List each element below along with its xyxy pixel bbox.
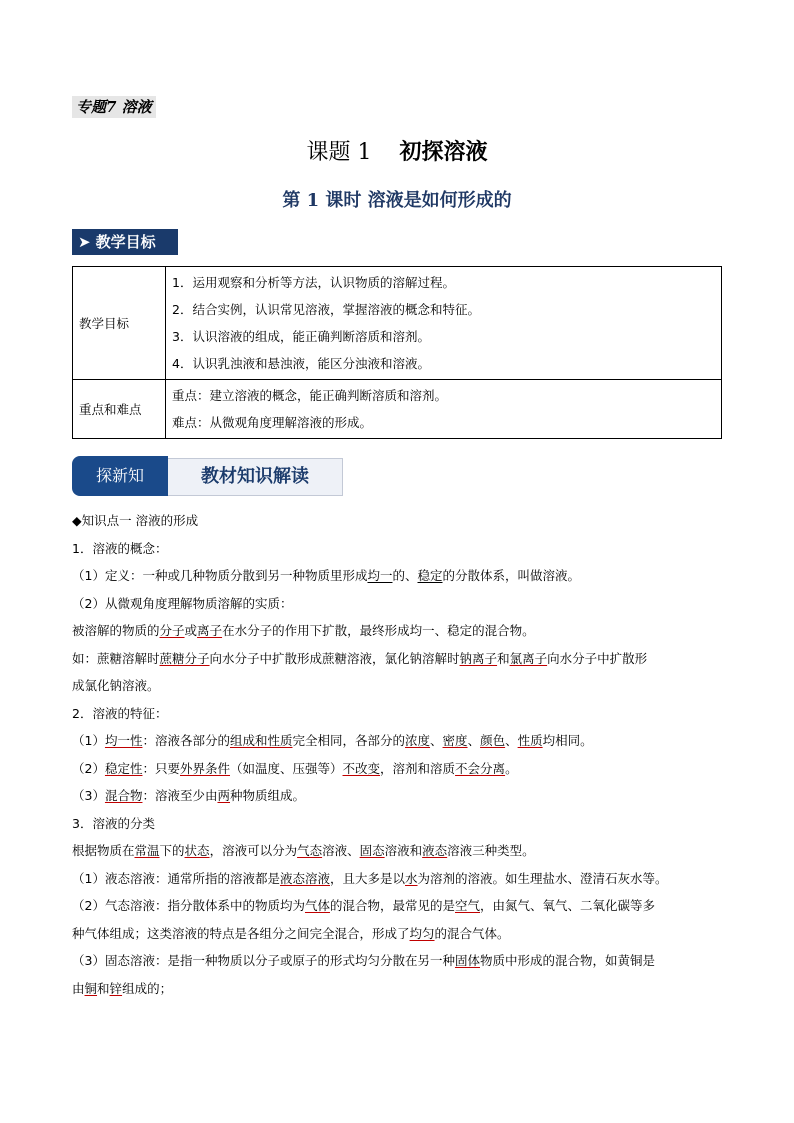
text: 种气体组成；这类溶液的特点是各组分之间完全混合，形成了 — [72, 925, 410, 941]
teaching-goals-banner — [72, 229, 178, 255]
feature-3 — [72, 782, 727, 810]
keyword: 空气 — [455, 898, 481, 913]
text: （1） — [72, 733, 105, 748]
text: 、 — [467, 733, 481, 748]
text: 溶液三种类型。 — [447, 843, 535, 858]
text: ：溶液至少由 — [142, 788, 218, 803]
feature-2 — [72, 755, 727, 783]
goal-item: 4．认识乳浊液和悬浊液，能区分浊液和溶液。 — [172, 356, 430, 371]
keyword: 密度 — [442, 733, 468, 748]
text: 物质中形成的混合物，如黄铜是 — [479, 953, 655, 968]
text: 的混合物，最常见的是 — [329, 898, 455, 913]
section-banner — [72, 456, 342, 496]
text: ：溶液各部分的 — [142, 733, 230, 748]
text: 完全相同，各部分的 — [292, 733, 406, 748]
keyword: 稳定 — [417, 568, 443, 583]
keyword: 液态溶液 — [279, 870, 330, 886]
banner-label: 教学目标 — [95, 233, 156, 251]
section-banner-left: 探新知 — [72, 456, 168, 496]
text: 或 — [184, 623, 198, 638]
keyword: 锌 — [109, 980, 123, 996]
text: 被溶解的物质的 — [72, 623, 160, 638]
micro-line — [72, 617, 727, 645]
gas-solution-line — [72, 892, 727, 947]
heading-classification: 3．溶液的分类 — [72, 815, 155, 831]
focus-row — [73, 380, 722, 439]
title-main: 初探溶液 — [399, 139, 488, 165]
text: 下的 — [159, 843, 185, 858]
keyword: 分子 — [159, 623, 185, 638]
arrow-right-icon: ➤ — [78, 233, 91, 251]
focus-row-content — [166, 380, 722, 439]
text: 、 — [430, 733, 443, 748]
keyword: 不改变 — [342, 760, 381, 776]
goal-item: 1．运用观察和分析等方法，认识物质的溶解过程。 — [172, 275, 455, 290]
keyword: 离子 — [197, 623, 223, 638]
text: （1）液态溶液：通常所指的溶液都是 — [72, 870, 280, 886]
keyword: 状态 — [184, 843, 210, 858]
text: ：只要 — [142, 760, 180, 776]
keyword: 固体 — [454, 953, 480, 968]
text: 成氯化钠溶液。 — [72, 678, 160, 693]
text: 如：蔗糖溶解时 — [72, 650, 160, 666]
solid-solution-line — [72, 947, 727, 1002]
text: 的、 — [392, 568, 418, 583]
text: ，且大多是以 — [329, 870, 405, 886]
goals-table — [72, 266, 722, 439]
keyword: 不会分离 — [455, 760, 506, 776]
page-title — [0, 135, 794, 166]
keyword: 气体 — [304, 898, 330, 913]
text: 均相同。 — [542, 733, 593, 748]
goal-item: 2．结合实例，认识常见溶液，掌握溶液的概念和特征。 — [172, 302, 480, 317]
keyword: 气态 — [297, 843, 323, 858]
text: 和 — [97, 980, 110, 996]
text: 向水分子中扩散形成蔗糖溶液，氯化钠溶解时 — [209, 650, 460, 666]
text: （如温度、压强等） — [230, 760, 343, 776]
keyword: 性质 — [517, 733, 543, 748]
keyword: 水 — [405, 870, 418, 886]
keyword: 均一性 — [104, 733, 143, 748]
text: 、 — [505, 733, 518, 748]
keyword: 钠离子 — [459, 650, 498, 666]
section-banner-right: 教材知识解读 — [168, 458, 343, 496]
micro-title: （2）从微观角度理解物质溶解的实质： — [72, 595, 293, 611]
classification-line — [72, 837, 727, 865]
keyword: 浓度 — [405, 733, 431, 748]
text: （2） — [72, 760, 105, 776]
keyword: 铜 — [84, 980, 98, 996]
text: 组成的； — [122, 980, 173, 996]
keyword: 外界条件 — [179, 760, 230, 776]
text: ，由氮气、氧气、二氧化碳等多 — [480, 898, 656, 913]
keyword: 氯离子 — [509, 650, 548, 666]
text: ，溶剂和溶质 — [380, 760, 456, 776]
text: （2）气态溶液：指分散体系中的物质均为 — [72, 898, 305, 913]
text: （1）定义：一种或几种物质分散到另一种物质里形成 — [72, 568, 368, 583]
chapter-tag: 专题7 溶液 — [72, 96, 156, 118]
feature-1 — [72, 727, 727, 755]
text: （3）固态溶液：是指一种物质以分子或原子的形式均匀分散在另一种 — [72, 953, 455, 968]
focus-item: 重点：建立溶液的概念，能正确判断溶质和溶剂。 — [172, 388, 448, 403]
text: 根据物质在 — [72, 843, 135, 858]
keyword: 固态 — [359, 843, 385, 858]
text: （3） — [72, 788, 105, 803]
goals-row — [73, 267, 722, 380]
text: 的混合气体。 — [434, 925, 510, 941]
text: 溶液和 — [384, 843, 423, 858]
text: 和 — [497, 650, 510, 666]
text: 溶液、 — [322, 843, 360, 858]
keyword: 混合物 — [104, 788, 143, 803]
keyword: 均一 — [367, 568, 393, 583]
keyword: 液态 — [422, 843, 448, 858]
focus-row-label: 重点和难点 — [73, 380, 166, 439]
text: 。 — [505, 760, 518, 776]
title-prefix: 课题 1 — [306, 140, 372, 165]
heading-concept: 1．溶液的概念： — [72, 540, 168, 556]
liquid-solution-line — [72, 865, 727, 893]
content-body — [72, 507, 727, 1002]
text: 为溶剂的溶液。如生理盐水、澄清石灰水等。 — [417, 870, 668, 886]
focus-item: 难点：从微观角度理解溶液的形成。 — [172, 415, 373, 430]
goal-item: 3．认识溶液的组成，能正确判断溶质和溶剂。 — [172, 329, 430, 344]
keyword: 两 — [217, 788, 230, 803]
keyword: 组成和性质 — [229, 733, 293, 748]
keyword: 均匀 — [409, 925, 435, 941]
keyword: 稳定性 — [104, 760, 143, 776]
example-line — [72, 645, 727, 700]
keyword: 颜色 — [480, 733, 506, 748]
text: 的分散体系，叫做溶液。 — [442, 568, 581, 583]
keyword: 蔗糖分子 — [159, 650, 210, 666]
text: 在水分子的作用下扩散，最终形成均一、稳定的混合物。 — [222, 623, 535, 638]
goals-row-content — [166, 267, 722, 380]
keyword: 常温 — [134, 843, 160, 858]
text: 种物质组成。 — [230, 788, 306, 803]
page-subtitle: 第 1 课时 溶液是如何形成的 — [282, 190, 512, 211]
text: 由 — [72, 980, 85, 996]
knowledge-point-title: ◆知识点一 溶液的形成 — [72, 513, 199, 528]
text: ，溶液可以分为 — [209, 843, 298, 858]
text: 向水分子中扩散形 — [547, 650, 648, 666]
definition-line — [72, 562, 727, 590]
goals-row-label: 教学目标 — [73, 267, 166, 380]
heading-features: 2．溶液的特征： — [72, 705, 168, 721]
